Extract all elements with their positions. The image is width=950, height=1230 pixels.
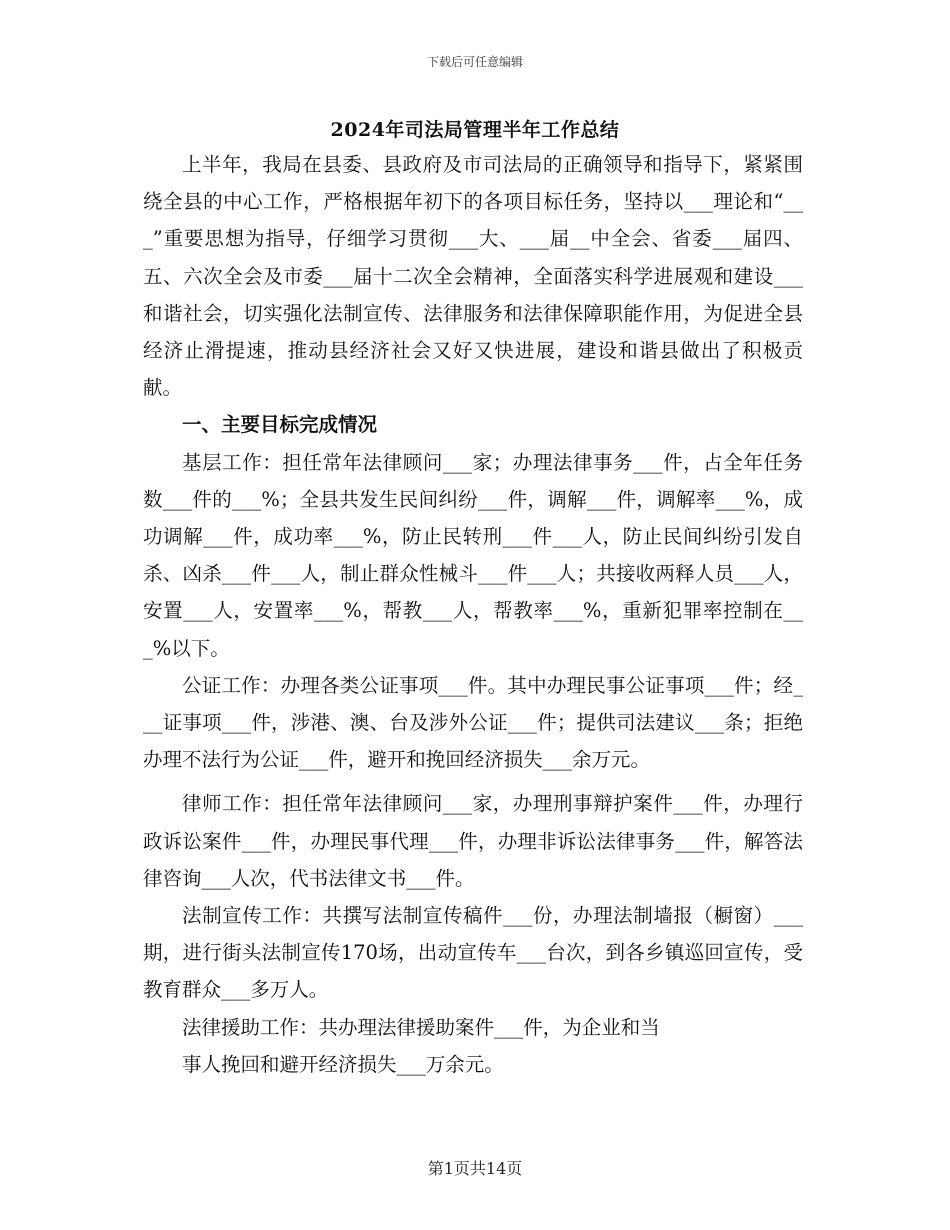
- notary-work-paragraph: 公证工作：办理各类公证事项___件。其中办理民事公证事项___件；经___证事项___件，涉港、澳、台及涉外公证___件；提供司法建议___条；拒绝办理不法行为公证___件，避开和挽回经济损失___余万元。: [143, 673, 803, 772]
- legal-aid-line-2: 事人挽回和避开经济损失___万余元。: [182, 1052, 504, 1076]
- publicity-work-paragraph: 法制宣传工作：共撰写法制宣传稿件___份，办理法制墙报（橱窗）___期，进行街头法制宣传170场，出动宣传车___台次，到各乡镇巡回宣传，受教育群众___多万人。: [143, 904, 803, 1002]
- header-note: 下载后可任意编辑: [426, 55, 523, 69]
- page-number-footer: 第1页共14页: [427, 1159, 523, 1178]
- intro-paragraph: 上半年，我局在县委、县政府及市司法局的正确领导和指导下，紧紧围绕全县的中心工作，严格根据年初下的各项目标任务，坚持以___理论和“___”重要思想为指导，仔细学习贯彻___大、___届__中全会、省委___届四、五、六次全会及市委___届十二次全会精神，全面落实科学进展观和建设___和谐社会，切实强化法制宣传、法律服务和法律保障职能作用，为促进全县经济止滑提速，推动县经济社会又好又快进展，建设和谐县做出了积极贡献。: [143, 153, 803, 400]
- grassroots-work-paragraph: 基层工作：担任常年法律顾问___家；办理法律事务___件，占全年任务数___件的___%；全县共发生民间纠纷___件，调解___件，调解率___%，成功调解___件，成功率___%，防止民转刑___件___人，防止民间纠纷引发自杀、凶杀___件___人，制止群众性械斗___件___人；共接收两释人员___人，安置___人，安置率___%，帮教___人，帮教率___%，重新犯罪率控制在___%以下。: [143, 450, 803, 660]
- document-title: 2024年司法局管理半年工作总结: [330, 119, 620, 141]
- section-heading-main-goals: 一、主要目标完成情况: [182, 413, 378, 437]
- document-body: [143, 146, 803, 1083]
- lawyer-work-paragraph: 律师工作：担任常年法律顾问___家，办理刑事辩护案件___件，办理行政诉讼案件___件，办理民事代理___件，办理非诉讼法律事务___件，解答法律咨询___人次，代书法律文书___件。: [143, 792, 803, 890]
- legal-aid-line-1: 法律援助工作：共办理法律援助案件___件，为企业和当: [182, 1015, 660, 1039]
